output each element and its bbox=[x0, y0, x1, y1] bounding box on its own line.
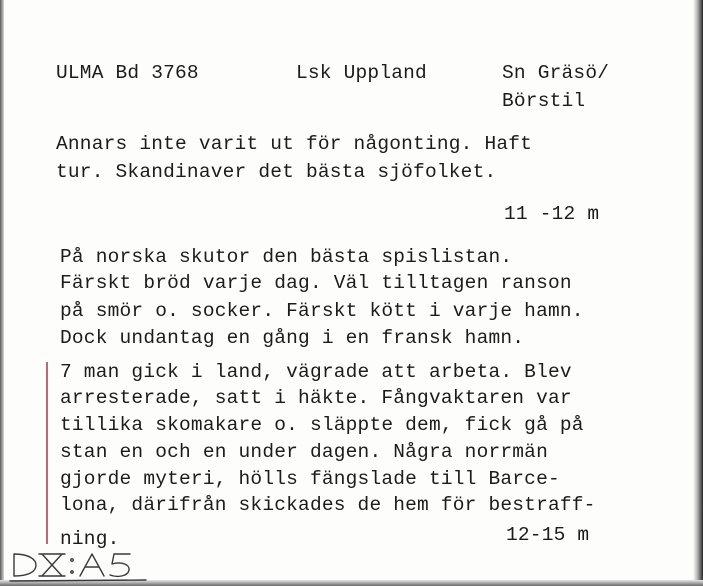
paragraph1-page-reference: 11 -12 m bbox=[504, 203, 600, 225]
paragraph2-line: stan en och en under dagen. Några norrmän bbox=[60, 441, 548, 463]
paragraph2-line: 7 man gick i land, vägrade att arbeta. Blev bbox=[60, 361, 572, 383]
landscape-label: Lsk Uppland bbox=[296, 62, 427, 84]
parish-line-1: Sn Gräsö/ bbox=[502, 62, 610, 84]
handwritten-classification-mark bbox=[6, 548, 156, 584]
paragraph2-line: ning. bbox=[60, 528, 120, 550]
paragraph2-line: arresterade, satt i häkte. Fångvaktaren var bbox=[60, 387, 572, 409]
paragraph2-line: Dock undantag en gång i en fransk hamn. bbox=[60, 327, 525, 349]
paragraph2-line: på smör o. socker. Färskt kött i varje hamn. bbox=[60, 300, 584, 322]
archive-reference: ULMA Bd 3768 bbox=[56, 62, 199, 84]
paragraph2-line: gjorde myteri, hölls fängslade till Barce- bbox=[60, 468, 560, 490]
paragraph1-line: tur. Skandinaver det bästa sjöfolket. bbox=[56, 161, 497, 183]
paragraph2-page-reference: 12-15 m bbox=[506, 524, 590, 546]
card-left-edge-shadow bbox=[0, 0, 4, 586]
margin-marker-line bbox=[46, 362, 48, 544]
paragraph2-line: lona, därifrån skickades de hem för bestraff- bbox=[60, 494, 596, 516]
paragraph1-line: Annars inte varit ut för någonting. Haft bbox=[56, 133, 533, 155]
paragraph2-line: tillika skomakare o. släppte dem, fick gå på bbox=[60, 414, 584, 436]
paragraph2-line: På norska skutor den bästa spislistan. bbox=[60, 246, 513, 268]
card-right-edge-shadow bbox=[693, 0, 703, 586]
paragraph2-line: Färskt bröd varje dag. Väl tilltagen ranson bbox=[60, 272, 572, 294]
parish-line-2: Börstil bbox=[502, 90, 586, 112]
